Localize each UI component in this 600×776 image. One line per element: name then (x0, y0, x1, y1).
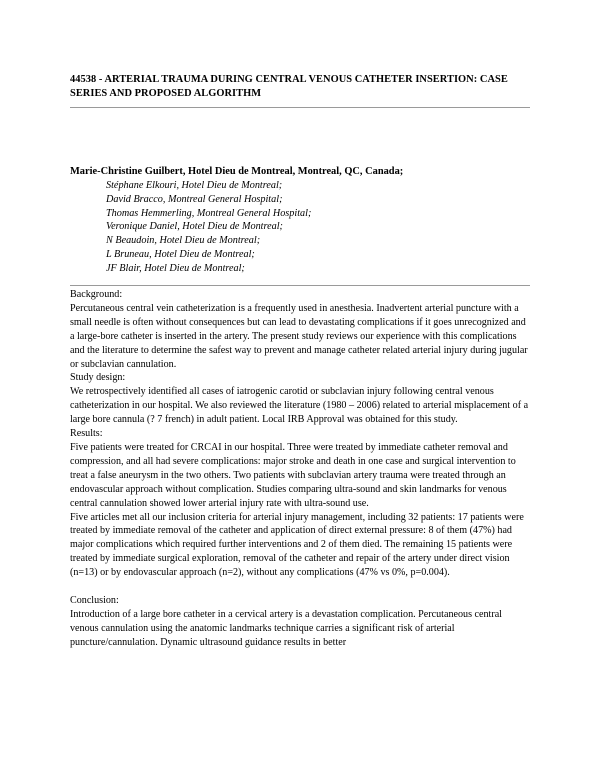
coauthor: JF Blair, Hotel Dieu de Montreal; (106, 262, 245, 274)
abstract-title: 44538 - ARTERIAL TRAUMA DURING CENTRAL VENOUS CATHETER INSERTION: CASE SERIES AND PROPOSED ALGORITHM (70, 74, 508, 99)
conclusion-heading: Conclusion: (70, 594, 119, 606)
title-divider (70, 107, 530, 108)
background-text: Percutaneous central vein catheterization is a frequently used in anesthesia. Inadvertent arterial puncture with a small needle is often without consequences but can lead to devastating complications if it goes unrecognized and a large-bore catheter is inserted in the artery. The present study reviews our experience with this complications and the literature to determine the safest way to prevent and manage catheter related arterial injury during jugular or subclavian cannulation. (70, 302, 528, 370)
background-heading: Background: (70, 289, 123, 300)
results-text-local: Five patients were treated for CRCAI in our hospital. Three were treated by immediate catheter removal and compression, and all had severe complications: major stroke and death in one case and surgical intervention to treat a false aneurysm in the two others. Two patients with subclavian artery trauma were treated through an endovascular approach without complication. Studies comparing ultra-sound and skin landmarks for venous central cannulation showed lower arterial injury rate with ultra-sound use. (70, 441, 516, 509)
coauthor: Stéphane Elkouri, Hotel Dieu de Montreal; (106, 180, 283, 191)
coauthor: David Bracco, Montreal General Hospital; (106, 193, 283, 205)
coauthor: L Bruneau, Hotel Dieu de Montreal; (106, 248, 255, 260)
study-design-text: We retrospectively identified all cases of iatrogenic carotid or subclavian injury following central venous catheterization in our hospital. We also reviewed the literature (1980 – 2006) related to arterial misplacement of a large bore cannula (? 7 french) in adult patient. Local IRB Approval was obtained for this study. (70, 386, 529, 426)
results-text-literature: Five articles met all our inclusion criteria for arterial injury management, including 32 patients: 17 patients were treated by immediate removal of the catheter and application of direct external pressure: 8 of them (47%) had major complications which required further interventions and 2 of them died. The remaining 15 patients were treated by immediate surgical exploration, removal of the catheter and repair of the artery under direct vision (n=13) or by endovascular approach (n=2), without any complications (47% vs 0%, p=0.004). (70, 511, 524, 579)
coauthor: Thomas Hemmerling, Montreal General Hospital; (106, 207, 312, 219)
main-author: Marie-Christine Guilbert, Hotel Dieu de Montreal, Montreal, QC, Canada; (70, 166, 404, 177)
coauthor-list (106, 179, 311, 276)
paragraph-gap (70, 580, 532, 594)
coauthor: Veronique Daniel, Hotel Dieu de Montreal; (106, 221, 283, 233)
coauthor: N Beaudoin, Hotel Dieu de Montreal; (106, 235, 261, 247)
study-design-heading: Study design: (70, 372, 126, 384)
abstract-body (70, 288, 532, 650)
conclusion-text: Introduction of a large bore catheter in a cervical artery is a devastation complication. Percutaneous central venous cannulation using the anatomic landmarks technique carries a significant risk of arterial puncture/cannulation. Dynamic ultrasound guidance results in better (70, 608, 502, 648)
authors-divider (70, 285, 530, 286)
results-heading: Results: (70, 428, 103, 440)
